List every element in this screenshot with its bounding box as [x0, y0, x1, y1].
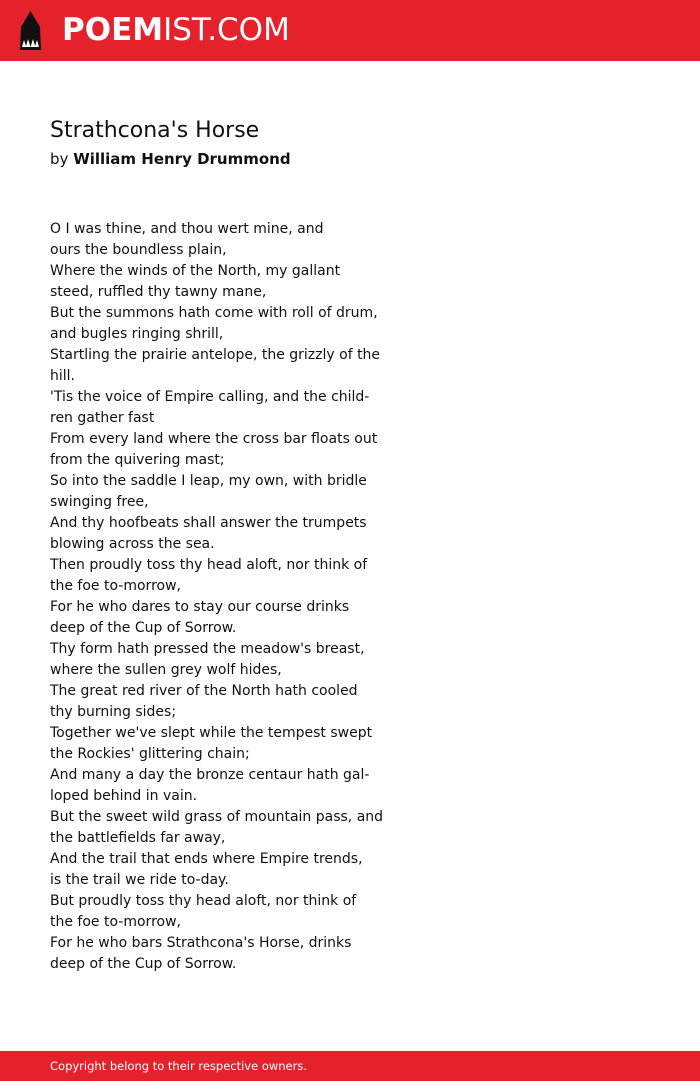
poem-line: is the trail we ride to-day.	[50, 872, 229, 888]
poem-line: But the summons hath come with roll of drum,	[50, 305, 378, 321]
copyright-text: Copyright belong to their respective owners.	[50, 1059, 308, 1073]
poem-line: ren gather fast	[50, 410, 155, 426]
site-logo[interactable]	[62, 12, 290, 48]
poem-line: swinging free,	[50, 494, 149, 510]
poem-line: Together we've slept while the tempest swept	[50, 725, 373, 741]
pencil-icon[interactable]	[18, 10, 43, 51]
logo-light-text: IST.COM	[163, 12, 290, 48]
poem-line: O I was thine, and thou wert mine, and	[50, 221, 324, 237]
poem-line: Startling the prairie antelope, the grizzly of the	[50, 347, 381, 363]
poem-line: Then proudly toss thy head aloft, nor think of	[50, 557, 368, 573]
poem-line: steed, ruffled thy tawny mane,	[50, 284, 267, 300]
poem-line: But the sweet wild grass of mountain pass, and	[50, 809, 384, 825]
poem-line: ours the boundless plain,	[50, 242, 227, 258]
author-name: William Henry Drummond	[73, 150, 291, 168]
poem-line: from the quivering mast;	[50, 452, 225, 468]
poem-line: For he who dares to stay our course drinks	[50, 599, 350, 615]
poem-line: loped behind in vain.	[50, 788, 198, 804]
poem-line: Thy form hath pressed the meadow's breast,	[50, 641, 365, 657]
poem-line: the foe to-morrow,	[50, 578, 181, 594]
poem-line: And the trail that ends where Empire trends,	[50, 851, 363, 867]
site-header	[0, 0, 700, 61]
poem-line: the foe to-morrow,	[50, 914, 181, 930]
poem-line: The great red river of the North hath cooled	[50, 683, 358, 699]
poem-line: And many a day the bronze centaur hath gal-	[50, 767, 370, 783]
poem-line: the Rockies' glittering chain;	[50, 746, 250, 762]
poem-line: hill.	[50, 368, 75, 384]
poem-line: So into the saddle I leap, my own, with bridle	[50, 473, 367, 489]
poem-line: the battlefields far away,	[50, 830, 226, 846]
poem-line: where the sullen grey wolf hides,	[50, 662, 282, 678]
poem-line: For he who bars Strathcona's Horse, drinks	[50, 935, 352, 951]
poem-line: And thy hoofbeats shall answer the trumpets	[50, 515, 367, 531]
poem-line: blowing across the sea.	[50, 536, 215, 552]
poem-line: 'Tis the voice of Empire calling, and the child-	[50, 389, 370, 405]
logo-bold-text: POEM	[62, 12, 164, 48]
poem-line: But proudly toss thy head aloft, nor think of	[50, 893, 357, 909]
poem-line: Where the winds of the North, my gallant	[50, 263, 341, 279]
site-footer	[0, 1051, 700, 1081]
poem-line: thy burning sides;	[50, 704, 177, 720]
poem-line: deep of the Cup of Sorrow.	[50, 620, 237, 636]
poem-line: deep of the Cup of Sorrow.	[50, 956, 237, 972]
poem-body	[50, 219, 390, 975]
byline	[50, 149, 291, 169]
by-label: by	[50, 150, 69, 168]
poem-title: Strathcona's Horse	[50, 118, 260, 143]
poem-line: and bugles ringing shrill,	[50, 326, 224, 342]
poem-line: From every land where the cross bar floats out	[50, 431, 378, 447]
